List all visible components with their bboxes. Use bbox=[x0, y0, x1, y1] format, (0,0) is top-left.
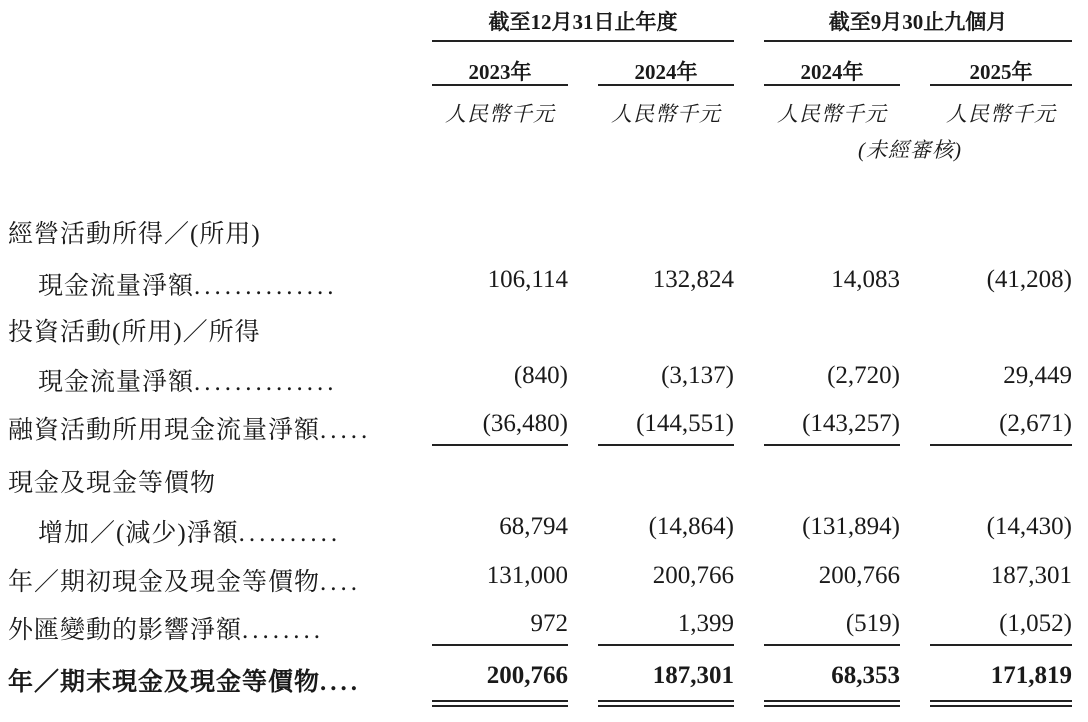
subtotal-rule bbox=[764, 444, 900, 446]
cell-value: 68,794 bbox=[499, 513, 568, 540]
double-underline bbox=[432, 700, 568, 707]
total-value: 200,766 bbox=[486, 662, 568, 689]
cell-value: (131,894) bbox=[802, 513, 900, 540]
cell-value: 187,301 bbox=[990, 562, 1072, 589]
cell-value: (2,720) bbox=[827, 362, 900, 389]
total-value: 187,301 bbox=[652, 662, 734, 689]
cell-value: 1,399 bbox=[677, 610, 734, 637]
subtotal-rule bbox=[930, 644, 1072, 646]
cell-value: (14,430) bbox=[986, 513, 1072, 540]
subtotal-rule bbox=[432, 444, 568, 446]
cell-value: (144,551) bbox=[636, 410, 734, 437]
cell-value: (2,671) bbox=[999, 410, 1072, 437]
cell-value: (840) bbox=[513, 362, 568, 389]
cell-value: (41,208) bbox=[986, 266, 1072, 293]
cell-value: 29,449 bbox=[1003, 362, 1072, 389]
year-header: 2023年 bbox=[468, 60, 532, 84]
subtotal-rule bbox=[930, 444, 1072, 446]
row-label: 融資活動所用現金流量淨額..... bbox=[8, 417, 372, 444]
cell-value: 132,824 bbox=[652, 266, 734, 293]
row-label: 增加／(減少)淨額.......... bbox=[38, 520, 342, 547]
row-label-line1: 投資活動(所用)／所得 bbox=[8, 319, 261, 346]
cell-value: 131,000 bbox=[486, 562, 568, 589]
row-label-line1: 經營活動所得／(所用) bbox=[8, 221, 261, 248]
cell-value: 14,083 bbox=[831, 266, 900, 293]
subtotal-rule bbox=[764, 644, 900, 646]
currency-header: 人民幣千元 bbox=[777, 102, 887, 126]
cell-value: (143,257) bbox=[802, 410, 900, 437]
subtotal-rule bbox=[598, 444, 734, 446]
row-label: 外匯變動的影響淨額........ bbox=[8, 617, 325, 644]
row-label: 現金流量淨額.............. bbox=[38, 273, 338, 300]
group-header-fy: 截至12月31日止年度 bbox=[488, 10, 678, 34]
cell-value: (1,052) bbox=[999, 610, 1072, 637]
cell-value: 200,766 bbox=[652, 562, 734, 589]
cell-value: 106,114 bbox=[487, 266, 568, 293]
cell-value: (36,480) bbox=[482, 410, 568, 437]
currency-header: 人民幣千元 bbox=[445, 102, 555, 126]
row-label-line1: 現金及現金等價物 bbox=[8, 470, 217, 497]
subtotal-rule bbox=[432, 644, 568, 646]
subtotal-rule bbox=[598, 644, 734, 646]
year-header: 2024年 bbox=[800, 60, 864, 84]
year-header: 2025年 bbox=[969, 60, 1033, 84]
double-underline bbox=[764, 700, 900, 707]
year-rule bbox=[764, 84, 900, 86]
double-underline bbox=[598, 700, 734, 707]
total-row-label: 年／期末現金及現金等價物.... bbox=[8, 669, 362, 696]
year-rule bbox=[598, 84, 734, 86]
year-rule bbox=[432, 84, 568, 86]
row-label: 年／期初現金及現金等價物.... bbox=[8, 569, 362, 596]
group-header-9m: 截至9月30止九個月 bbox=[828, 10, 1008, 34]
year-header: 2024年 bbox=[634, 60, 698, 84]
group-rule-fy bbox=[432, 40, 734, 42]
total-value: 171,819 bbox=[990, 662, 1072, 689]
currency-header: 人民幣千元 bbox=[611, 102, 721, 126]
double-underline bbox=[930, 700, 1072, 707]
row-label: 現金流量淨額.............. bbox=[38, 369, 338, 396]
cell-value: 200,766 bbox=[818, 562, 900, 589]
cell-value: (14,864) bbox=[648, 513, 734, 540]
cell-value: (3,137) bbox=[661, 362, 734, 389]
group-rule-9m bbox=[764, 40, 1072, 42]
cell-value: (519) bbox=[845, 610, 900, 637]
cell-value: 972 bbox=[530, 610, 568, 637]
total-value: 68,353 bbox=[831, 662, 900, 689]
year-rule bbox=[930, 84, 1072, 86]
currency-header: 人民幣千元 bbox=[946, 102, 1056, 126]
unaudited-note: (未經審核) bbox=[858, 138, 962, 162]
